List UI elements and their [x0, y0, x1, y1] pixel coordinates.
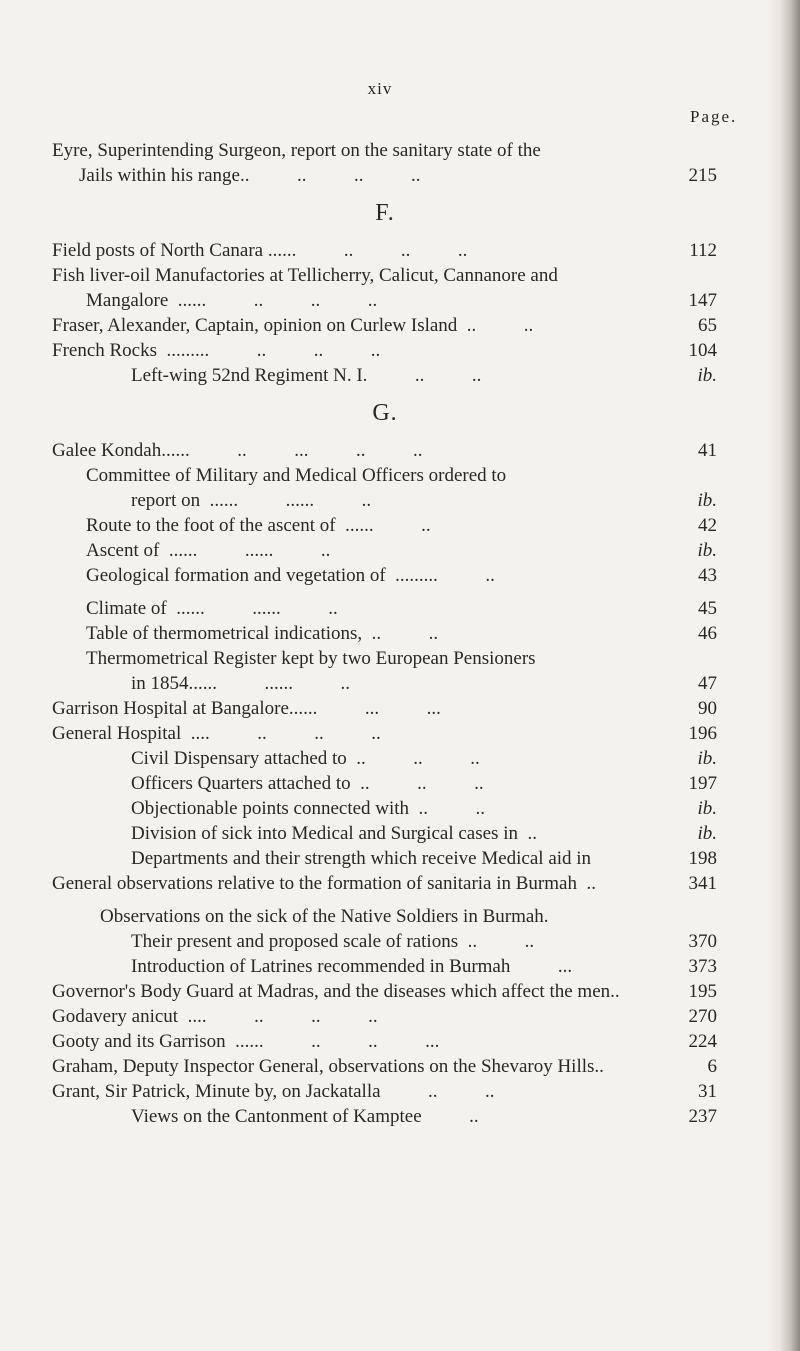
entry-page-number: 112 [689, 240, 717, 261]
entry-page-number: 65 [698, 315, 717, 336]
index-entry [0, 363, 760, 388]
index-entry [0, 771, 760, 796]
entry-text: Officers Quarters attached to .. .. .. [131, 773, 484, 794]
index-entry [0, 646, 760, 671]
entry-page-number: 196 [688, 723, 717, 744]
entry-page-number: 41 [698, 440, 717, 461]
index-entry [0, 513, 760, 538]
index-entries [0, 138, 760, 1129]
entry-text: Geological formation and vegetation of ......... .. [86, 565, 495, 586]
entry-text: Views on the Cantonment of Kamptee .. [131, 1106, 479, 1127]
entry-page-number: 224 [688, 1031, 717, 1052]
entry-page-number: 42 [698, 515, 717, 536]
entry-page-number: 215 [688, 165, 717, 186]
index-entry [0, 904, 760, 929]
spacer [0, 588, 760, 596]
entry-page-number: 197 [688, 773, 717, 794]
entry-text: in 1854...... ...... .. [131, 673, 351, 694]
entry-page-number: 341 [688, 873, 717, 894]
entry-text: General observations relative to the formation of sanitaria in Burmah .. [52, 873, 596, 894]
entry-page-number: 90 [698, 698, 717, 719]
index-entry [0, 979, 760, 1004]
index-entry [0, 1079, 760, 1104]
entry-text: Departments and their strength which receive Medical aid in [131, 848, 592, 869]
entry-page-number: 195 [688, 981, 717, 1002]
entry-page-number: 373 [688, 956, 717, 977]
entry-page-number: 45 [698, 598, 717, 619]
entry-text: Fish liver-oil Manufactories at Tellicherry, Calicut, Cannanore and [52, 265, 558, 286]
index-entry [0, 871, 760, 896]
entry-text: Field posts of North Canara ...... .. .. .. [52, 240, 468, 261]
entry-page-number: ib. [697, 823, 717, 844]
entry-text: Garrison Hospital at Bangalore...... ... ... [52, 698, 441, 719]
entry-page-number: 47 [698, 673, 717, 694]
entry-page-number: 46 [698, 623, 717, 644]
entry-page-number: ib. [697, 365, 717, 386]
index-entry [0, 929, 760, 954]
entry-text: Thermometrical Register kept by two European Pensioners [86, 648, 536, 669]
entry-page-number: 147 [688, 290, 717, 311]
index-entry [0, 438, 760, 463]
index-entry [0, 138, 760, 163]
entry-page-number: ib. [697, 748, 717, 769]
index-entry [0, 338, 760, 363]
section-letter: G. [372, 400, 398, 426]
entry-text: Their present and proposed scale of rations .. .. [131, 931, 535, 952]
index-entry [0, 671, 760, 696]
entry-text: Observations on the sick of the Native Soldiers in Burmah. [100, 906, 549, 927]
entry-text: report on ...... ...... .. [131, 490, 372, 511]
entry-text: Division of sick into Medical and Surgical cases in .. [131, 823, 537, 844]
entry-text: Ascent of ...... ...... .. [86, 540, 331, 561]
entry-page-number: 198 [688, 848, 717, 869]
entry-text: Civil Dispensary attached to .. .. .. [131, 748, 480, 769]
index-entry [0, 746, 760, 771]
entry-text: Table of thermometrical indications, .. .. [86, 623, 439, 644]
entry-text: Committee of Military and Medical Officers ordered to [86, 465, 507, 486]
entry-text: Gooty and its Garrison ...... .. .. ... [52, 1031, 440, 1052]
section-letter: F. [375, 200, 395, 226]
index-entry [0, 313, 760, 338]
entry-page-number: 270 [688, 1006, 717, 1027]
entry-page-number: ib. [697, 540, 717, 561]
index-entry [0, 796, 760, 821]
index-entry [0, 696, 760, 721]
index-entry [0, 238, 760, 263]
entry-page-number: 31 [698, 1081, 717, 1102]
entry-page-number: ib. [697, 798, 717, 819]
entry-text: Climate of ...... ...... .. [86, 598, 338, 619]
entry-page-number: 6 [707, 1056, 717, 1077]
entry-text: Jails within his range.. .. .. .. [79, 165, 421, 186]
page-column-heading: Page. [690, 107, 738, 126]
scan-page-edge [766, 0, 800, 1351]
entry-text: Introduction of Latrines recommended in Burmah ... [131, 956, 573, 977]
index-entry [0, 846, 760, 871]
index-entry [0, 721, 760, 746]
index-entry [0, 621, 760, 646]
index-entry [0, 1004, 760, 1029]
entry-text: Left-wing 52nd Regiment N. I. .. .. [131, 365, 482, 386]
entry-text: Galee Kondah...... .. ... .. .. [52, 440, 423, 461]
index-entry [0, 563, 760, 588]
index-entry [0, 288, 760, 313]
index-entry [0, 1029, 760, 1054]
entry-text: Mangalore ...... .. .. .. [86, 290, 378, 311]
entry-page-number: 104 [688, 340, 717, 361]
entry-text: Governor's Body Guard at Madras, and the diseases which affect the men.. [52, 981, 620, 1002]
index-entry [0, 1054, 760, 1079]
entry-text: General Hospital .... .. .. .. [52, 723, 381, 744]
entry-text: Objectionable points connected with .. .. [131, 798, 486, 819]
index-entry [0, 163, 760, 188]
entry-page-number: 43 [698, 565, 717, 586]
entry-text: Eyre, Superintending Surgeon, report on the sanitary state of the [52, 140, 541, 161]
entry-text: French Rocks ......... .. .. .. [52, 340, 381, 361]
index-entry [0, 596, 760, 621]
index-entry [0, 488, 760, 513]
index-entry [0, 263, 760, 288]
index-entry [0, 1104, 760, 1129]
index-entry [0, 821, 760, 846]
entry-page-number: 237 [688, 1106, 717, 1127]
index-entry [0, 463, 760, 488]
index-entry [0, 538, 760, 563]
spacer [0, 896, 760, 904]
entry-page-number: 370 [688, 931, 717, 952]
entry-text: Godavery anicut .... .. .. .. [52, 1006, 378, 1027]
entry-text: Route to the foot of the ascent of ...... .. [86, 515, 431, 536]
entry-text: Fraser, Alexander, Captain, opinion on Curlew Island .. .. [52, 315, 534, 336]
entry-text: Grant, Sir Patrick, Minute by, on Jackatalla .. .. [52, 1081, 495, 1102]
page-number: xiv [367, 79, 393, 98]
index-entry [0, 954, 760, 979]
entry-text: Graham, Deputy Inspector General, observations on the Shevaroy Hills.. [52, 1056, 604, 1077]
entry-page-number: ib. [697, 490, 717, 511]
